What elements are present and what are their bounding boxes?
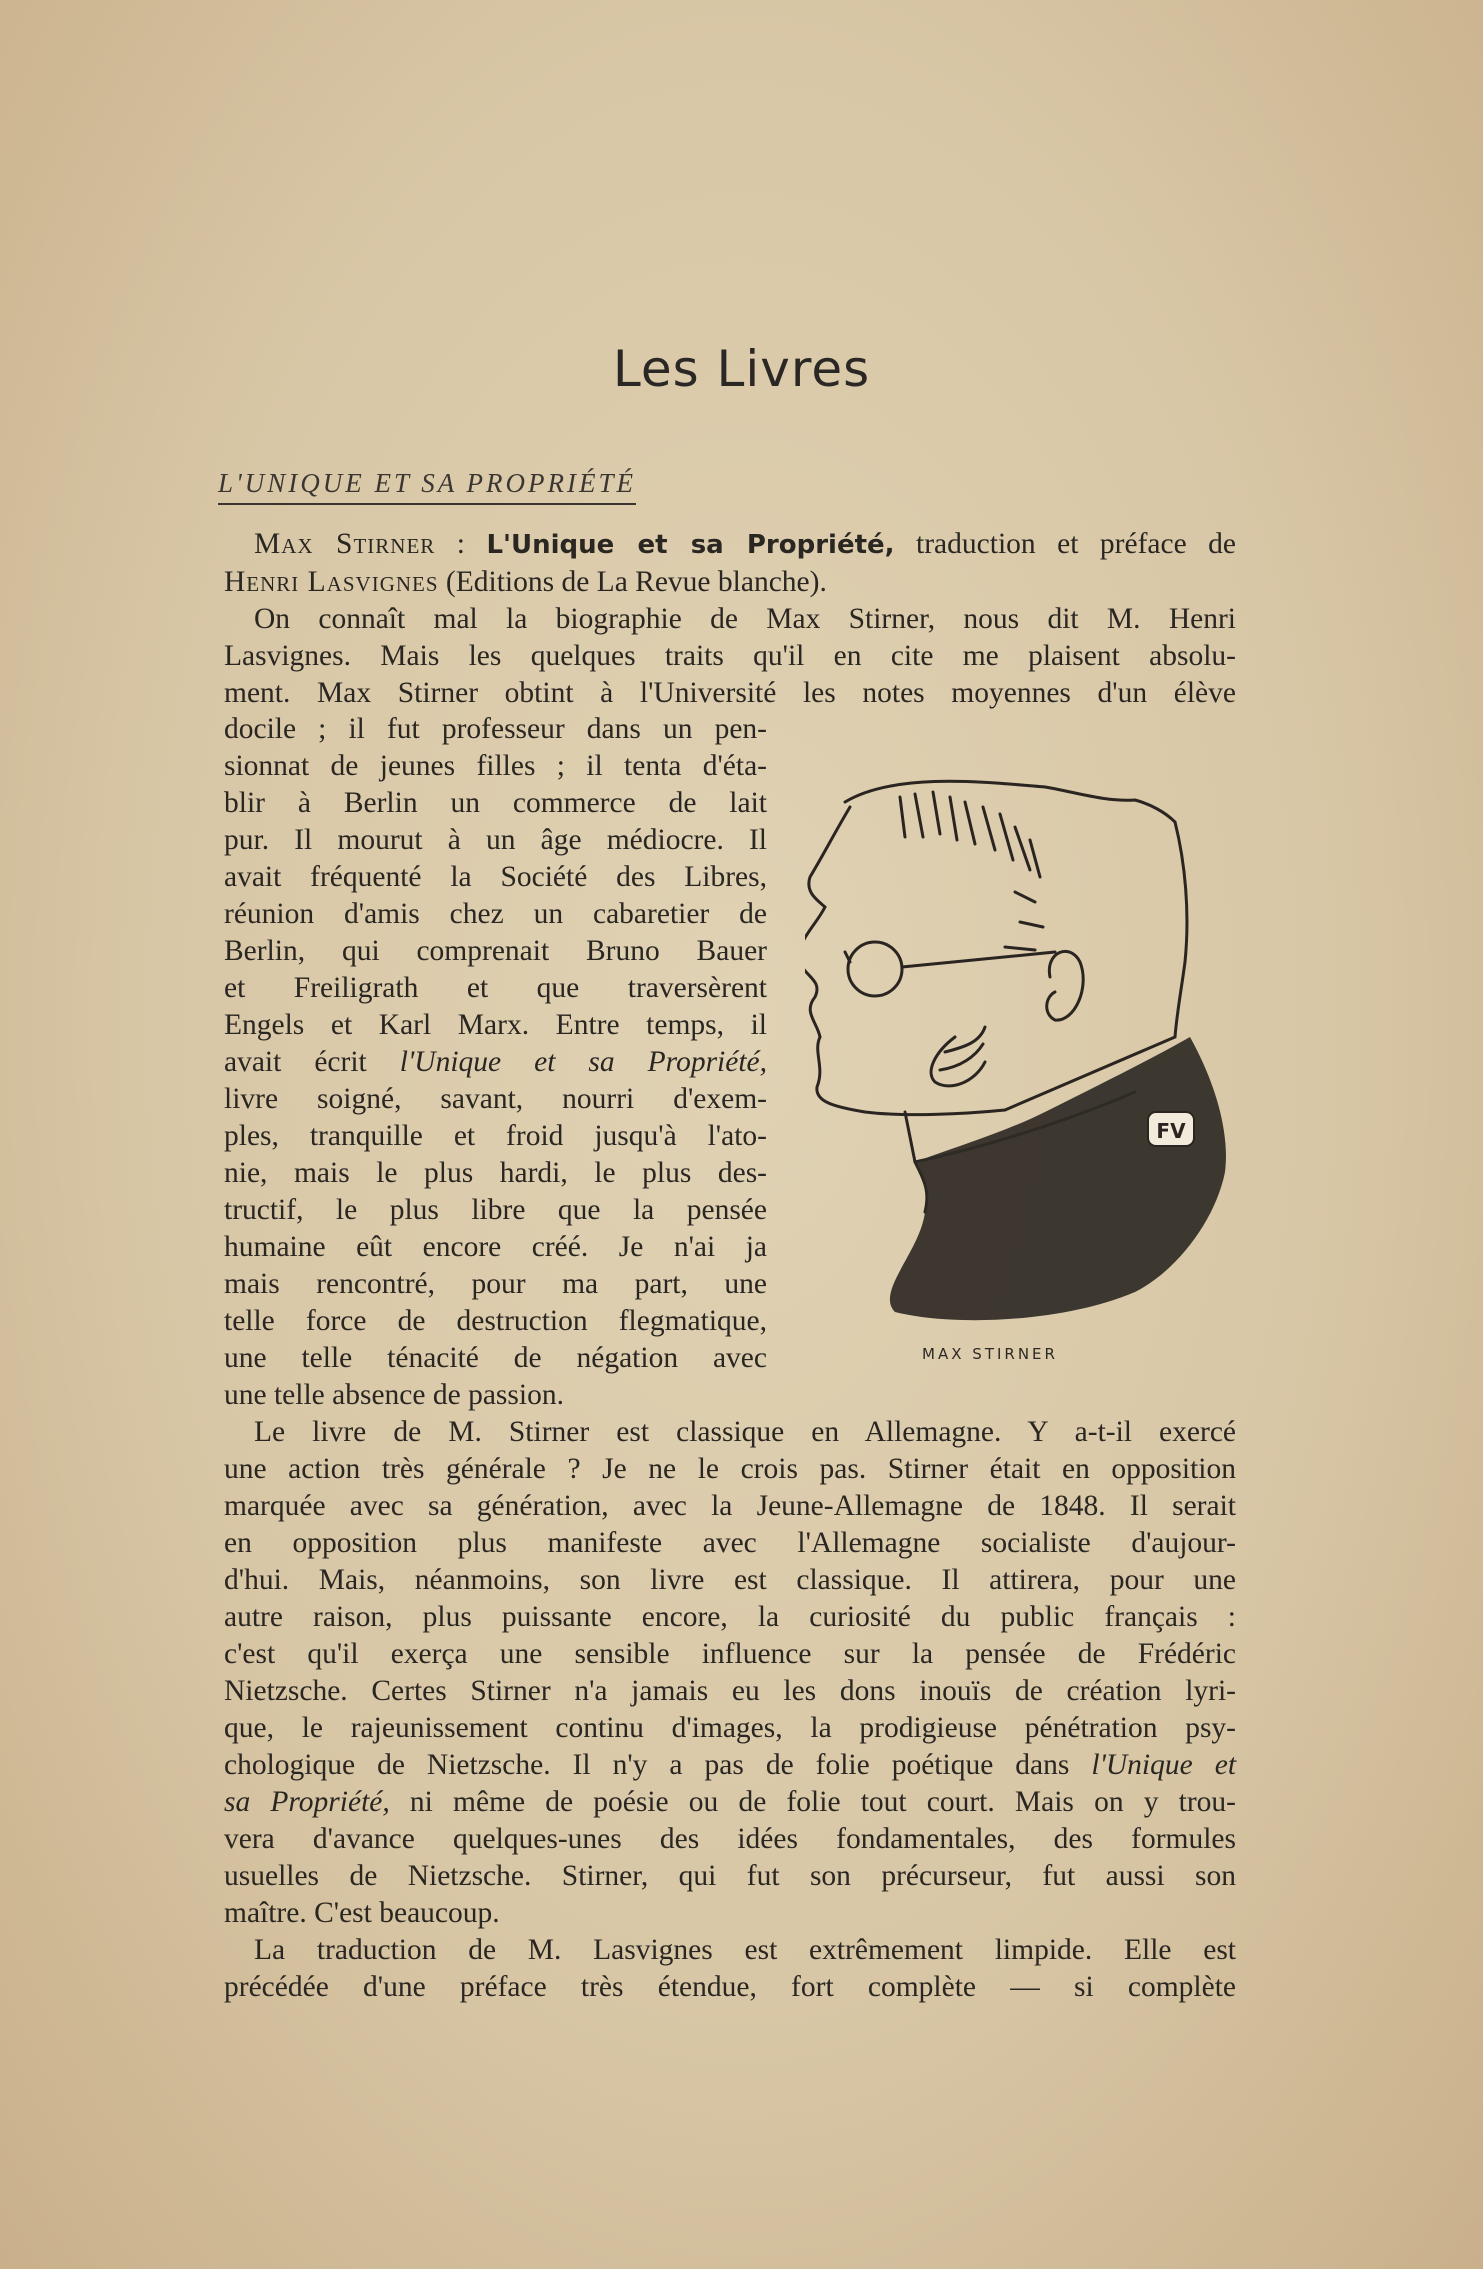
text-line: réunion d'amis chez un cabaretier de xyxy=(224,898,767,930)
book-title: L'Unique et sa Propriété, xyxy=(486,530,895,560)
text-line: Le livre de M. Stirner est classique en Allemagne. Y a-t-il exercé xyxy=(254,1416,1236,1448)
text-line: que, le rajeunissement continu d'images, la prodigieuse pénétration psy- xyxy=(224,1712,1236,1744)
page-title: Les Livres xyxy=(612,340,871,398)
text-line: livre soigné, savant, nourri d'exem- xyxy=(224,1083,767,1115)
text-line: Nietzsche. Certes Stirner n'a jamais eu les dons inouïs de création lyri- xyxy=(224,1675,1236,1707)
text-line: une telle ténacité de négation avec xyxy=(224,1342,767,1374)
text-run: chologique de Nietzsche. Il n'y a pas de folie poétique dans xyxy=(224,1749,1092,1781)
text-line: telle force de destruction flegmatique, xyxy=(224,1305,767,1337)
text-line: mais rencontré, pour ma part, une xyxy=(224,1268,767,1300)
intro-rest: traduction et préface de xyxy=(894,528,1237,560)
text-line: humaine eût encore créé. Je n'ai ja xyxy=(224,1231,767,1263)
narrow-column xyxy=(224,711,767,1414)
intro-block xyxy=(224,526,1236,712)
text-line: tructif, le plus libre que la pensée xyxy=(224,1194,767,1226)
text-line-italic xyxy=(224,1784,1236,1821)
book-title-italic: sa Propriété, xyxy=(224,1786,390,1818)
text-line-italic xyxy=(224,1044,767,1081)
separator: : xyxy=(435,528,487,560)
text-line: maître. C'est beaucoup. xyxy=(224,1897,500,1929)
text-line: nie, mais le plus hardi, le plus des- xyxy=(224,1157,767,1189)
portrait-caption: MAX STIRNER xyxy=(922,1345,1058,1363)
paragraph-2 xyxy=(224,1414,1236,1932)
text-line: autre raison, plus puissante encore, la curiosité du public français : xyxy=(224,1601,1236,1633)
text-line: vera d'avance quelques-unes des idées fondamentales, des formules xyxy=(224,1823,1236,1855)
text-line: précédée d'une préface très étendue, fort complète — si complète xyxy=(224,1971,1236,2003)
section-heading: L'UNIQUE ET SA PROPRIÉTÉ xyxy=(218,468,636,505)
text-line: une telle absence de passion. xyxy=(224,1379,564,1411)
translator-name: Henri Lasvignes xyxy=(224,566,439,598)
text-line: c'est qu'il exerça une sensible influence sur la pensée de Frédéric xyxy=(224,1638,1236,1670)
text-line: en opposition plus manifeste avec l'Allemagne socialiste d'aujour- xyxy=(224,1527,1236,1559)
text-line: sionnat de jeunes filles ; il tenta d'éta- xyxy=(224,750,767,782)
paragraph-3 xyxy=(224,1932,1236,2006)
author-name: Max Stirner xyxy=(254,528,436,560)
text-line: usuelles de Nietzsche. Stirner, qui fut son précurseur, fut aussi son xyxy=(224,1860,1236,1892)
text-line: La traduction de M. Lasvignes est extrêmement limpide. Elle est xyxy=(254,1934,1236,1966)
portrait-illustration xyxy=(805,752,1235,1332)
text-line: avait fréquenté la Société des Libres, xyxy=(224,861,767,893)
text-line-italic xyxy=(224,1747,1236,1784)
text-line: Berlin, qui comprenait Bruno Bauer xyxy=(224,935,767,967)
text-line: d'hui. Mais, néanmoins, son livre est classique. Il attirera, pour une xyxy=(224,1564,1236,1596)
text-line: et Freiligrath et que traversèrent xyxy=(224,972,767,1004)
text-line: Lasvignes. Mais les quelques traits qu'il en cite me plaisent absolu- xyxy=(224,640,1236,672)
intro-line-1 xyxy=(224,526,1236,564)
publisher-note: (Editions de La Revue blanche). xyxy=(438,566,827,598)
text-line: pur. Il mourut à un âge médiocre. Il xyxy=(224,824,767,856)
text-line: une action très générale ? Je ne le crois pas. Stirner était en opposition xyxy=(224,1453,1236,1485)
text-run: ni même de poésie ou de folie tout court. Mais on y trou- xyxy=(389,1786,1237,1818)
intro-line-2 xyxy=(224,564,1236,601)
text-line: On connaît mal la biographie de Max Stirner, nous dit M. Henri xyxy=(254,603,1236,635)
book-title-italic: l'Unique et sa Propriété, xyxy=(399,1046,768,1078)
text-line: Engels et Karl Marx. Entre temps, il xyxy=(224,1009,767,1041)
text-line: docile ; il fut professeur dans un pen- xyxy=(224,713,767,745)
text-line: blir à Berlin un commerce de lait xyxy=(224,787,767,819)
book-title-italic: l'Unique et xyxy=(1091,1749,1237,1781)
text-line: marquée avec sa génération, avec la Jeune-Allemagne de 1848. Il serait xyxy=(224,1490,1236,1522)
monogram-text: FV xyxy=(1156,1119,1186,1143)
text-run: avait écrit xyxy=(224,1046,400,1078)
text-line: ment. Max Stirner obtint à l'Université les notes moyennes d'un élève xyxy=(224,677,1236,709)
text-line: ples, tranquille et froid jusqu'à l'ato- xyxy=(224,1120,767,1152)
